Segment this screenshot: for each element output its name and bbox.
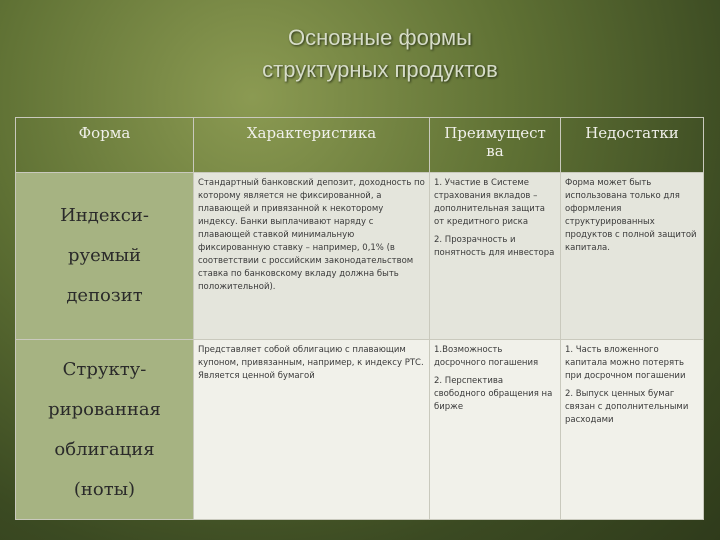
slide-title-line-1: Основные формы xyxy=(287,25,472,50)
cell-disadvantages xyxy=(561,340,704,520)
cell-characteristic: Стандартный банковский депозит, доходность по которому является не фиксированной, а плавающей и привязанной к некоторому индексу. Банки выплачивают наряду с плавающей ставкой минимальную фиксированную ставку – например, 0,1% (в соответствии с российским законодательством ставка по банковскому вкладу должна быть положительной). xyxy=(194,173,430,340)
header-characteristic: Характеристика xyxy=(194,118,430,173)
table-row xyxy=(16,340,704,520)
disadvantage-item: 2. Выпуск ценных бумаг связан с дополнительными расходами xyxy=(565,389,692,425)
cell-characteristic: Представляет собой облигацию с плавающим купоном, привязанным, например, к индексу РТС. Является ценной бумагой xyxy=(194,340,430,520)
cell-form: Структу- рированная облигация (ноты) xyxy=(16,340,194,520)
header-disadvantages: Недостатки xyxy=(561,118,704,173)
disadvantage-item: 1. Часть вложенного капитала можно потерять при досрочном погашении xyxy=(565,345,687,381)
header-form: Форма xyxy=(16,118,194,173)
advantage-item: 1.Возможность досрочного погашения xyxy=(434,345,539,368)
advantage-item: 1. Участие в Системе страхования вкладов – дополнительная защита от кредитного риска xyxy=(434,178,548,227)
advantage-item: 2. Перспектива свободного обращения на бирже xyxy=(434,376,555,412)
slide-title xyxy=(200,22,560,86)
table-header-row xyxy=(16,118,704,173)
cell-advantages xyxy=(430,173,561,340)
cell-advantages xyxy=(430,340,561,520)
advantage-item: 2. Прозрачность и понятность для инвестора xyxy=(434,235,555,258)
disadvantage-item: Форма может быть использована только для оформления структурированных продуктов с полной защитой капитала. xyxy=(565,178,700,253)
cell-form: Индекси- руемый депозит xyxy=(16,173,194,340)
structured-products-table xyxy=(15,117,704,520)
cell-disadvantages xyxy=(561,173,704,340)
table-row xyxy=(16,173,704,340)
header-advantages: Преимущест ва xyxy=(430,118,561,173)
slide-title-line-2: структурных продуктов xyxy=(262,57,498,82)
